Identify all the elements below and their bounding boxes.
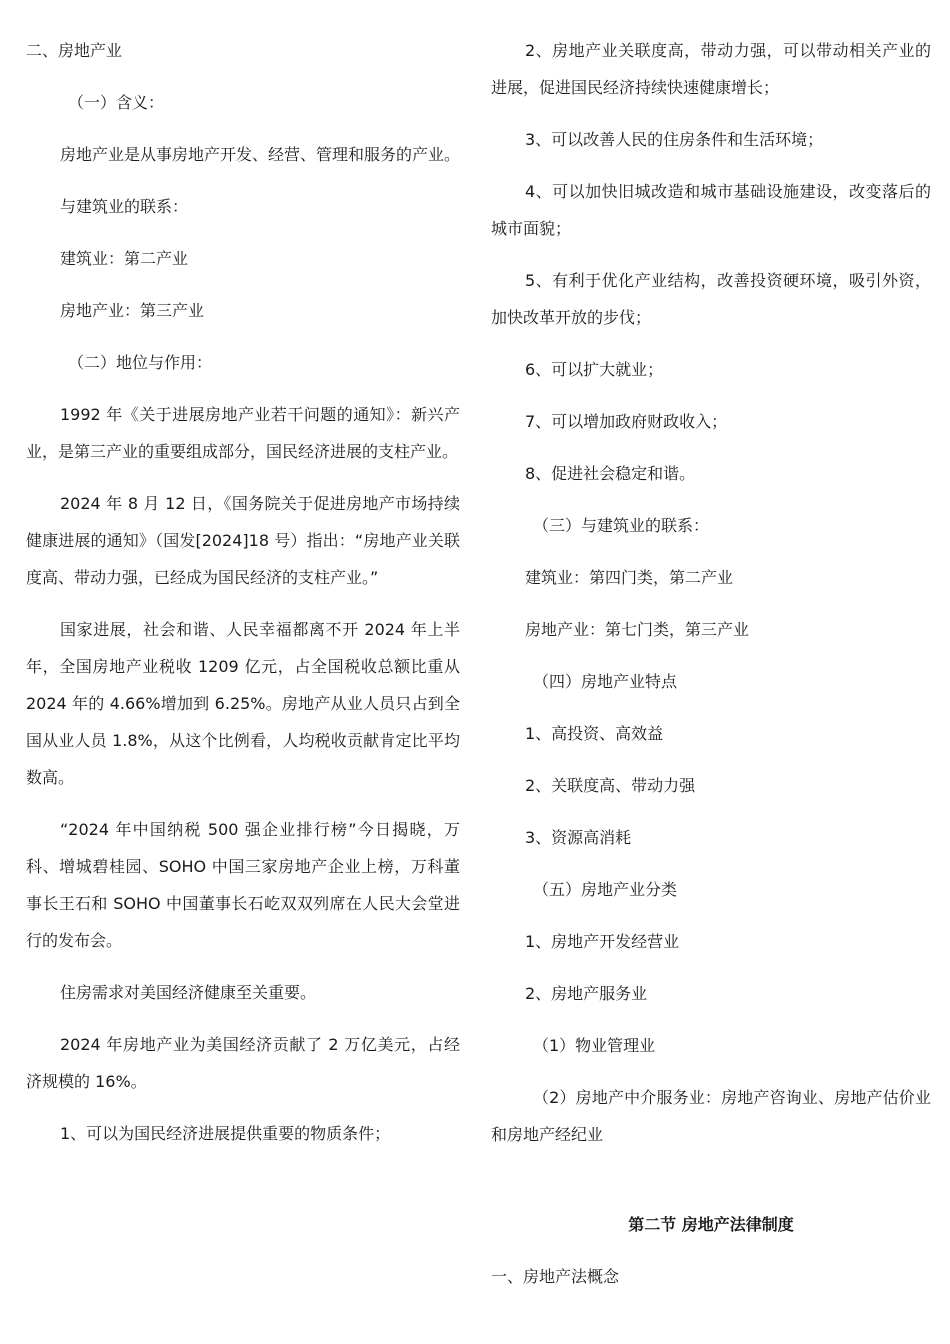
right-column (491, 32, 931, 1310)
paragraph: 建筑业：第四门类，第二产业 (525, 568, 734, 587)
list-item: 6、可以扩大就业； (525, 360, 664, 379)
section-heading: 一、房地产法概念 (491, 1267, 620, 1286)
paragraph: 房地产业：第三产业 (60, 301, 205, 320)
section-title: 第二节 房地产法律制度 (628, 1215, 794, 1234)
left-column (26, 32, 460, 1167)
list-item: （2）房地产中介服务业：房地产咨询业、房地产估价业和房地产经纪业 (491, 1088, 931, 1144)
list-item: 4、可以加快旧城改造和城市基础设施建设，改变落后的城市面貌； (491, 182, 931, 238)
paragraph: 建筑业：第二产业 (60, 249, 189, 268)
subheading-relation: （三）与建筑业的联系： (533, 516, 710, 535)
list-item: 1、高投资、高效益 (525, 724, 664, 743)
section-heading: 二、房地产业 (26, 41, 123, 60)
list-item: 1、可以为国民经济进展提供重要的物质条件； (60, 1124, 391, 1143)
paragraph: 住房需求对美国经济健康至关重要。 (60, 983, 317, 1002)
list-item: 5、有利于优化产业结构，改善投资硬环境，吸引外资，加快改革开放的步伐； (491, 271, 931, 327)
subheading-status-role: （二）地位与作用： (68, 353, 213, 372)
paragraph: 2024 年房地产业为美国经济贡献了 2 万亿美元，占经济规模的 16%。 (26, 1035, 460, 1091)
subheading-classification: （五）房地产业分类 (533, 880, 678, 899)
paragraph: 2024 年 8 月 12 日，《国务院关于促进房地产市场持续健康进展的通知》（国发[2024]18 号）指出：“房地产业关联度高、带动力强，已经成为国民经济的支柱产业。” (26, 494, 460, 587)
list-item: （1）物业管理业 (533, 1036, 656, 1055)
list-item: 7、可以增加政府财政收入； (525, 412, 728, 431)
paragraph: 与建筑业的联系： (60, 197, 189, 216)
paragraph: “2024 年中国纳税 500 强企业排行榜”今日揭晓，万科、增城碧桂园、SOHO 中国三家房地产企业上榜，万科董事长王石和 SOHO 中国董事长石屹双双列席在人民大会堂进行的发布会。 (26, 820, 460, 950)
list-item: 2、房地产服务业 (525, 984, 648, 1003)
paragraph: 国家进展，社会和谐、人民幸福都离不开 2024 年上半年，全国房地产业税收 1209 亿元，占全国税收总额比重从 2024 年的 4.66%增加到 6.25%。房地产从业人员只占到全国从业人员 1.8%，从这个比例看，人均税收贡献肯定比平均数高。 (26, 620, 460, 787)
paragraph: 房地产业：第七门类，第三产业 (525, 620, 750, 639)
list-item: 3、资源高消耗 (525, 828, 632, 847)
paragraph: 1992 年《关于进展房地产业若干问题的通知》：新兴产业，是第三产业的重要组成部分，国民经济进展的支柱产业。 (26, 405, 460, 461)
list-item: 2、关联度高、带动力强 (525, 776, 696, 795)
subheading-definition: （一）含义： (68, 93, 165, 112)
list-item: 3、可以改善人民的住房条件和生活环境； (525, 130, 824, 149)
list-item: 8、促进社会稳定和谐。 (525, 464, 696, 483)
paragraph: 房地产业是从事房地产开发、经营、管理和服务的产业。 (60, 145, 461, 164)
list-item: 1、房地产开发经营业 (525, 932, 680, 951)
subheading-features: （四）房地产业特点 (533, 672, 678, 691)
list-item: 2、房地产业关联度高，带动力强，可以带动相关产业的进展，促进国民经济持续快速健康增长； (491, 41, 931, 97)
